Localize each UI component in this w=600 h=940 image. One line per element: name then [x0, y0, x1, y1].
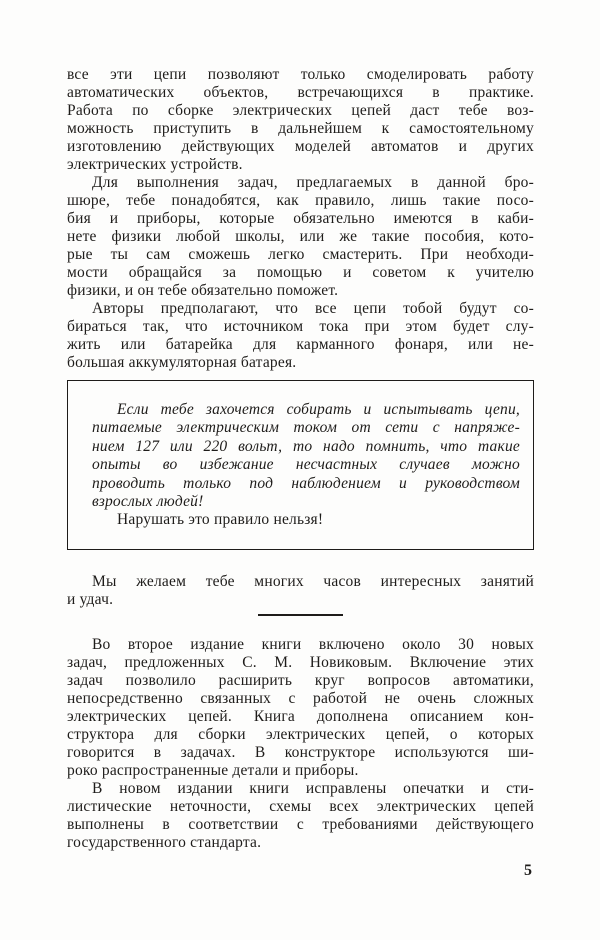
paragraph-continuation: все эти цепи позволяют только смоделировать работу автоматических объектов, встречающихся в практике. Работа по сборке электрических цепей даст тебе воз- можность приступить в дальнейшем к самостоятельному изготовлению действующих моделей автоматов и других электрических устройств.	[67, 66, 534, 173]
paragraph-tasks-requirements: Для выполнения задач, предлагаемых в данной бро- шюре, тебе понадобятся, как правило, лишь такие посо- бия и приборы, которые обязательно имеются в каби- нете физики любой школы, или же такие пособия, кото- рые ты сам сможешь легко смастерить. При необходи- мости обращайся за помощью и советом к учителю физики, и он тебе обязательно поможет.	[67, 174, 534, 299]
paragraph-wishes: Мы желаем тебе многих часов интересных занятий и удач.	[67, 572, 534, 608]
section-divider	[258, 614, 343, 616]
paragraph-power-sources: Авторы предполагают, что все цепи тобой будут со- бираться так, что источником тока при этом будет слу- жить или батарейка для карманного фонаря, или не- большая аккумуляторная батарея.	[67, 300, 534, 371]
warning-box	[67, 380, 534, 550]
page-number: 5	[524, 861, 532, 879]
warning-rule-text: Нарушать это правило нельзя!	[117, 511, 324, 529]
paragraph-second-edition: Во второе издание книги включено около 30 новых задач, предложенных С. М. Новиковым. Включение этих задач позволило расширить круг вопросов автоматики, непосредственно связанных с работой не очень сложных электрических цепей. Книга дополнена описанием кон- структора для сборки электрических цепей, о которых говорится в задачах. В конструкторе используются ши- роко распространенные детали и приборы.	[67, 635, 534, 779]
warning-text: Если тебе захочется собирать и испытывать цепи, питаемые электрическим током от сети с напряже- нием 127 или 220 вольт, то надо помнить, что такие опыты во избежание несчастных случаев можно проводить только под наблюдением и руководством взрослых людей!	[92, 401, 520, 511]
paragraph-corrections: В новом издании книги исправлены опечатки и сти- листические неточности, схемы всех электрических цепей выполнены в соответствии с требованиями действующего государственного стандарта.	[67, 779, 534, 851]
